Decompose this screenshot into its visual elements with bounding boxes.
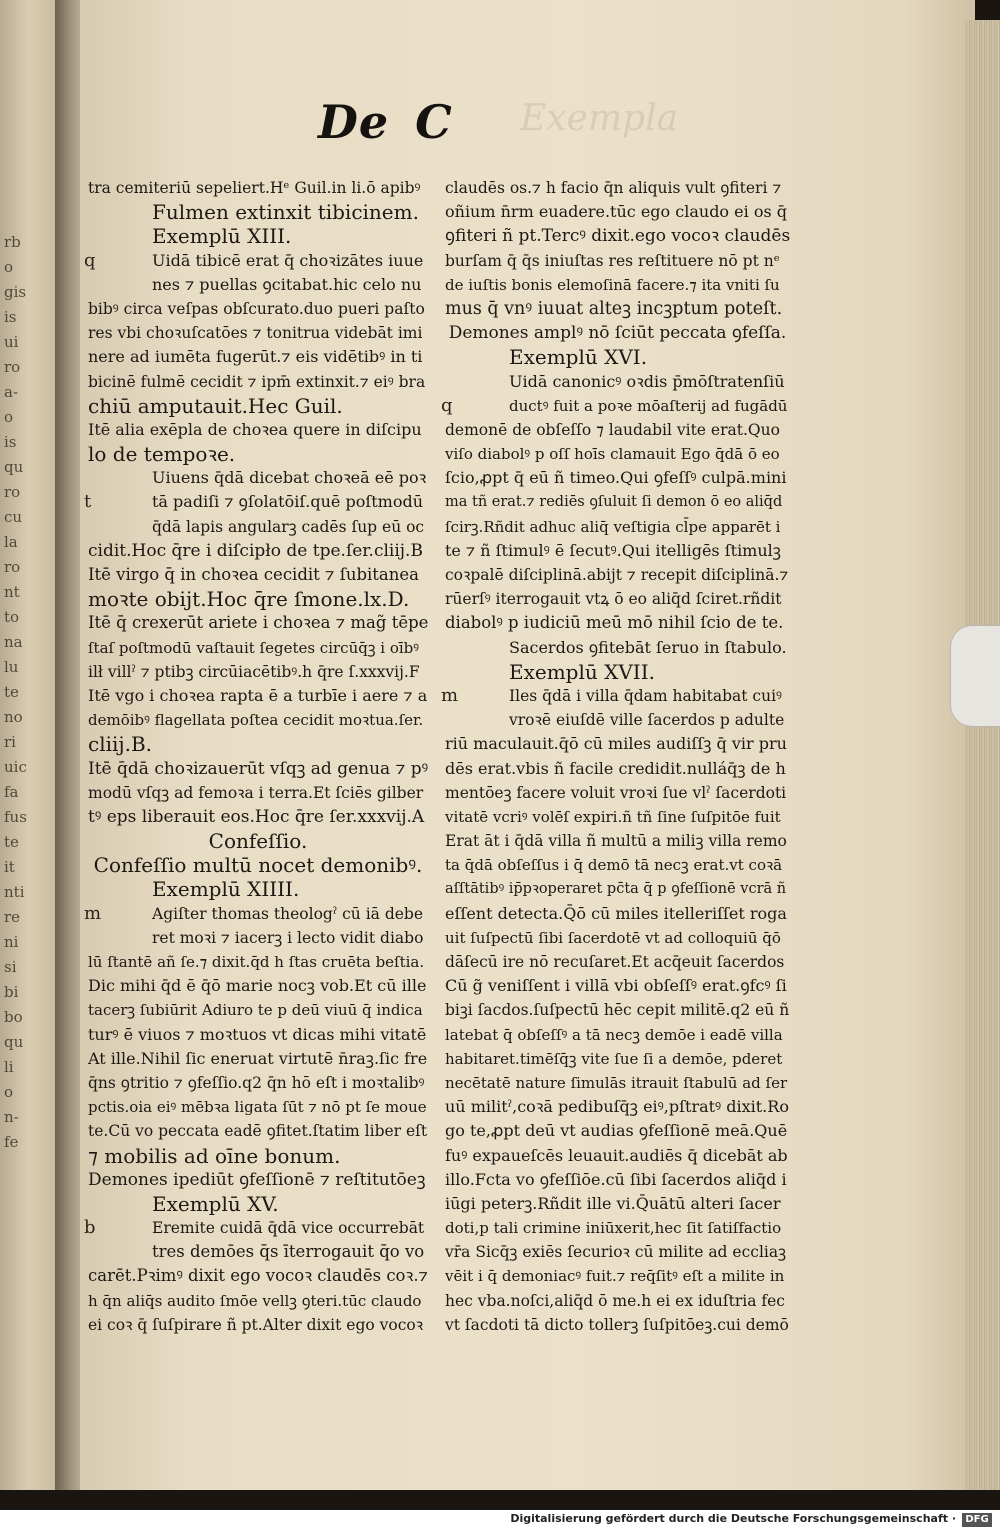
text-line <box>441 394 790 418</box>
text-line <box>445 515 790 539</box>
text-line <box>445 466 790 490</box>
text-line <box>445 490 790 514</box>
text-line-content: bicinē fulmē cecidit ⁊ ipm̄ extinxit.⁊ eiꝰ bra <box>88 372 426 391</box>
text-line <box>445 1216 790 1240</box>
text-line <box>88 273 428 297</box>
text-line-content: Cū g̃ veniſſent i villā vbi obſeſſꝰ erat.ꝯfcꝰ ſi <box>445 976 787 996</box>
text-line-content: eſſent detecta.Q̄ō cū miles itelleriſſet roga <box>445 903 787 923</box>
text-line <box>445 636 790 660</box>
text-line <box>88 781 428 805</box>
text-line-content: lo de tempoꝛe. <box>88 442 236 467</box>
text-line-content: tres demōes q̄s īterrogauit q̄o vo <box>152 1242 425 1262</box>
text-line <box>88 418 428 442</box>
text-line <box>88 636 428 660</box>
text-line <box>88 684 428 708</box>
text-line-content: h q̄n aliq̄s audito ſmōe vellꝫ ꝯteri.tūc claudo <box>88 1291 422 1310</box>
text-line-content: carēt.Pꝛimꝰ dixit ego vocoꝛ claudēs coꝛ.⁊ <box>88 1266 428 1286</box>
text-line-content: ꝯfiteri ñ pt.Tercꝰ dixit.ego vocoꝛ claudēs <box>445 226 791 247</box>
text-line-content: go te,ꝓpt deū vt audias ꝯfeſſionē meā.Quē <box>445 1121 788 1141</box>
text-line-content: Fulmen extinxit tibicinem. <box>152 200 419 225</box>
text-line-content: burſam q̄ q̄s iniuſtas res reſtituere nō pt nᵉ <box>445 251 780 270</box>
text-line <box>445 249 790 273</box>
text-line-content: vt ſacdoti tā dicto tollerꝫ ſuſpitōeꝫ.cui demō <box>445 1315 789 1334</box>
text-line-content: Uiuens q̄dā dicebat choꝛeā eē poꝛ <box>152 468 427 488</box>
text-line <box>88 563 428 587</box>
text-line-content: oñium n̄rm euadere.tūc ego claudo ei os q̄ <box>445 202 787 222</box>
text-line-content: iūgi peterꝫ.Rñdit ille vi.Q̄uātū alteri ſacer <box>445 1193 781 1213</box>
text-line <box>88 1071 428 1095</box>
text-line <box>88 224 428 248</box>
text-line <box>88 1168 428 1192</box>
text-line <box>88 660 428 684</box>
text-line-content: pctis.oia eiꝰ mēbꝛa ligata ſūt ⁊ nō pt ſe moue <box>88 1098 427 1117</box>
text-line <box>88 176 428 200</box>
text-line-content: vitatē vcriꝰ volēſ expiri.ñ tñ ſine ſuſpitōe fuit <box>445 807 781 826</box>
text-line <box>88 611 428 635</box>
text-line-content: te ⁊ ñ ſtimulꝰ ē ſecutꝰ.Qui itelligēs ſtimulꝫ <box>445 540 781 560</box>
text-line <box>88 950 428 974</box>
text-line-content: chiū amputauit.Hec Guil. <box>88 393 343 418</box>
text-line-content: Erat āt i q̄dā villa ñ multū a miliꝫ villa remo <box>445 832 787 851</box>
text-line <box>88 1144 428 1168</box>
text-line <box>84 490 428 514</box>
text-line <box>445 1168 790 1192</box>
running-head-letter: C <box>415 95 453 149</box>
text-line-content: Agiſter thomas theologˀ cū iā debe <box>152 904 424 923</box>
text-line <box>445 1240 790 1264</box>
text-line-content: q̄ns ꝯtritio ⁊ ꝯfeſſio.q2 q̄n hō eſt i moꝛtalibꝰ <box>88 1073 425 1092</box>
initial-guide-letter: m <box>441 684 459 706</box>
text-line-content: habitaret.timēſq̄ꝫ vite ſue ſi a demōe, pderet <box>445 1049 783 1068</box>
text-line-content: tra cemiteriū sepeliert.Hᵉ Guil.in li.ō apibꝰ <box>88 179 421 197</box>
text-line <box>445 418 790 442</box>
text-line <box>88 1264 428 1288</box>
text-line <box>88 200 428 224</box>
text-line-content: latebat q̄ obſeſſꝰ a tā necꝫ demōe i eadē villa <box>445 1025 783 1044</box>
text-line-content: turꝰ ē viuos ⁊ moꝛtuos vt dicas mihi vitatē <box>88 1024 427 1044</box>
text-line-content: diabolꝰ p iudiciū meū mō nihil ſcio de te. <box>445 613 784 633</box>
text-line <box>445 345 790 369</box>
text-line-content: Itē alia exēpla de choꝛea quere in diſcipu <box>88 419 422 439</box>
text-line <box>445 950 790 974</box>
text-line-content: ſtaſ poſtmodū vaſtauit ſegetes circūq̄ꝫ i oībꝰ <box>88 638 420 657</box>
text-line <box>445 563 790 587</box>
text-line <box>445 1071 790 1095</box>
text-line <box>445 926 790 950</box>
text-line <box>445 539 790 563</box>
text-line-content: Itē virgo q̄ in choꝛea cecidit ⁊ ſubitanea <box>88 565 420 584</box>
text-line-content: bibꝰ circa veſpas obſcurato.duo pueri paſto <box>88 299 425 318</box>
text-line <box>88 345 428 369</box>
text-line-content: Sacerdos ꝯfitebāt ſeruo in ſtabulo. <box>509 637 787 657</box>
text-line <box>88 877 428 901</box>
text-line <box>445 200 790 224</box>
text-line <box>88 1192 428 1216</box>
text-line <box>445 1289 790 1313</box>
running-head-word: De <box>318 95 390 149</box>
text-line-content: Uidā tibicē erat q̄ choꝛizātes iuue <box>152 250 424 270</box>
initial-guide-letter: m <box>84 902 102 924</box>
text-line-content: moꝛte obijt.Hoc q̄re ſmone.lx.D. <box>88 587 410 612</box>
page-fore-edge <box>965 20 1000 1490</box>
text-line <box>88 829 428 853</box>
text-line-content: fuꝰ expaueſcēs leuauit.audiēs q̄ dicebāt ab <box>445 1145 788 1165</box>
left-edge-text: rb o gis is ui ro a- o is qu ro cu la ro nt to na lu te no ri uic fa fus te it nti re ni si bi bo qu li o n- fe <box>4 233 27 1151</box>
text-line <box>445 732 790 756</box>
text-line <box>445 998 790 1022</box>
initial-guide-letter: q <box>84 249 96 271</box>
text-line <box>88 732 428 756</box>
text-line <box>445 321 790 345</box>
text-line-content: Demones ipediūt ꝯfeſſionē ⁊ reſtitutōeꝫ <box>88 1169 426 1190</box>
text-line <box>445 781 790 805</box>
text-line-content: At ille.Nihil ſic eneruat virtutē n̄raꝫ.ſic fre <box>88 1048 428 1068</box>
text-line-content: rūerſꝰ iterrogauit vtꝝ ō eo aliq̄d ſciret.rñdit <box>445 590 782 609</box>
text-line-content: Exemplū XVII. <box>509 659 655 684</box>
text-line-content: Eremite cuidā q̄dā vice occurrebāt <box>152 1219 425 1238</box>
text-line-content: Exemplū XV. <box>152 1191 279 1216</box>
text-line <box>84 1216 428 1240</box>
text-line <box>445 805 790 829</box>
text-line-content: Exemplū XIIII. <box>152 877 300 902</box>
text-line <box>445 176 790 200</box>
text-line <box>445 1119 790 1143</box>
text-line-content: q̄dā lapis angularꝫ cadēs ſup eū oc <box>152 517 425 536</box>
text-line-content: ductꝰ fuit a poꝛe mōaſterij ad fugādū <box>509 396 788 415</box>
text-line-content: tacerꝫ ſubiūrit Adiuro te p deū viuū q̄ indica <box>88 1001 423 1020</box>
text-line <box>88 539 428 563</box>
text-line-content: ſcio,ꝓpt q̄ eū ñ timeo.Qui ꝯfeſſꝰ culpā.mini <box>445 468 787 488</box>
text-line-content: demōibꝰ flagellata poſtea cecidit moꝛtua.ſer. <box>88 711 424 730</box>
text-line-content: Confeſſio. <box>208 829 308 854</box>
text-line <box>88 442 428 466</box>
text-line <box>445 587 790 611</box>
text-line-content: res vbi choꝛuſcatōes ⁊ tonitrua videbāt imi <box>88 324 423 343</box>
text-line <box>88 1095 428 1119</box>
text-line <box>445 877 790 901</box>
text-line-content: biꝫi ſacdos.ſuſpectū hēc cepit militē.q2 eū ñ <box>445 1001 790 1020</box>
text-line-content: modū vſqꝫ ad femoꝛa i terra.Et ſciēs gilber <box>88 783 424 802</box>
text-line-content: de iuſtis bonis elemoſinā facere.⁊ ita vniti ſu <box>445 275 780 294</box>
text-line <box>88 708 428 732</box>
text-line <box>88 370 428 394</box>
text-line <box>445 273 790 297</box>
text-line-content: illo.Fcta vo ꝯfeſſiōe.cū ſibi ſacerdos aliq̄d i <box>445 1169 787 1189</box>
text-line <box>88 926 428 950</box>
text-line-content: coꝛpalē diſciplinā.abijt ⁊ recepit diſciplinā.⁊ <box>445 566 789 584</box>
text-line <box>445 1313 790 1337</box>
text-line-content: Itē q̄ crexerūt ariete i choꝛea ⁊ mag̃ tēpe <box>88 613 429 633</box>
text-line <box>445 370 790 394</box>
text-line-content: mus q̄ vnꝰ iuuat alteꝫ incꝫptum poteſt. <box>445 298 783 319</box>
footer-credit-text: Digitalisierung gefördert durch die Deutsche Forschungsgemeinschaft · <box>510 1512 956 1525</box>
text-line <box>445 1047 790 1071</box>
text-line-content: hec vba.noſci,aliq̄d ō me.h ei ex iduſtria fec <box>445 1291 785 1310</box>
text-line-content: ta q̄dā obſeſſus i q̄ demō tā necꝫ erat.vt coꝛā <box>445 856 783 875</box>
dfg-logo: DFG <box>962 1513 992 1527</box>
initial-guide-letter: b <box>84 1217 96 1239</box>
text-line <box>88 1313 428 1337</box>
text-line-content: Demones amplꝰ nō ſciūt peccata ꝯfeſſa. <box>448 323 787 344</box>
text-line <box>88 321 428 345</box>
text-line <box>84 249 428 273</box>
text-line-content: dēs erat.vbis ñ facile credidit.nulláq̄ꝫ de h <box>445 758 786 778</box>
text-line <box>88 1047 428 1071</box>
text-line-content: vroꝛē eiuſdē ville ſacerdos p adulte <box>509 711 785 730</box>
text-line-content: dāſecū ire nō recuſaret.Et acq̄euit ſacerdos <box>445 953 785 971</box>
text-line-content: nere ad iumēta fugerūt.⁊ eis vidētibꝰ in ti <box>88 347 423 367</box>
text-line-content: ⁊ mobilis ad oīne bonum. <box>88 1143 341 1168</box>
text-line-content: Iles q̄dā i villa q̄dam habitabat cuiꝰ <box>509 686 782 705</box>
text-line-content: demonē de obſeſſo ⁊ laudabil vite erat.Quo <box>445 420 780 439</box>
text-line-content: viſo diabolꝰ p oſſ hoīs clamauit Ego q̄dā ō eo <box>445 445 780 464</box>
text-line-content: Confeſſio multū nocet demonibꝰ. <box>93 853 423 878</box>
text-line-content: necētatē nature ſimulās itrauit ſtabulū ad ſer <box>445 1073 788 1092</box>
text-line-content: te.Cū vo peccata eadē ꝯfitet.ſtatim liber eſt <box>88 1122 428 1141</box>
text-line-content: lū ſtantē añ ſe.⁊ dixit.q̄d h ſtas cruēta beſtia. <box>88 953 425 971</box>
text-line-content: riū maculauit.q̄ō cū miles audiſſꝫ q̄ vir pru <box>445 734 787 754</box>
text-line <box>88 974 428 998</box>
text-line <box>445 853 790 877</box>
text-line <box>445 974 790 998</box>
text-line-content: doti,p tali crimine iniūxerit,hec ſit ſatiſfactio <box>445 1219 782 1238</box>
bookmark-tab <box>950 625 1000 727</box>
text-line-content: mentōeꝫ facere voluit vroꝛi ſue vlˀ ſacerdoti <box>445 783 787 802</box>
text-line-content: claudēs os.⁊ h facio q̄n aliquis vult ꝯfiteri ⁊ <box>445 179 782 197</box>
left-text-column <box>84 176 429 1337</box>
right-text-column <box>441 176 791 1337</box>
text-line-content: cidit.Hoc q̄re i diſcipło de tpe.ſer.cliij.B <box>88 540 423 561</box>
text-line-content: vēit i q̄ demoniacꝰ fuit.⁊ req̄ſitꝰ eſt a milite in <box>445 1267 785 1286</box>
text-line <box>445 1192 790 1216</box>
text-line-content: tꝰ eps liberauit eos.Hoc q̄re ſer.xxxvij.A <box>88 806 425 827</box>
text-line-content: ma tñ erat.⁊ rediēs ꝯſuluit ſi demon ō eo aliq̄d <box>445 494 783 511</box>
text-line-content: tā padiſi ⁊ ꝯſolatōiſ.quē poſtmodū <box>152 492 424 512</box>
text-line <box>88 297 428 321</box>
text-line <box>445 1264 790 1288</box>
text-line-content: Exemplū XVI. <box>509 345 648 370</box>
text-line <box>441 684 790 708</box>
text-line-content: Dic mihi q̄d ē q̄ō marie nocꝫ vob.Et cū ille <box>88 976 427 996</box>
text-line <box>88 1240 428 1264</box>
text-line <box>445 1023 790 1047</box>
text-line-content: nes ⁊ puellas ꝯcitabat.hic celo nu <box>152 274 422 294</box>
text-line-content: Itē vgo i choꝛea rapta ē a turbīe i aere ⁊ a <box>88 685 428 705</box>
text-line <box>88 998 428 1022</box>
text-line <box>445 660 790 684</box>
text-line-content: aſſtātibꝰ ip̄pꝛoperaret pc̄ta q̄ p ꝯfeſſionē vcrā ñ <box>445 881 787 898</box>
text-line-content: ſcirꝫ.Rñdit adhuc aliq̄ veſtigia cl̄pe apparēt i <box>445 517 781 536</box>
text-line-content: cliij.B. <box>88 732 153 757</box>
text-line <box>445 1144 790 1168</box>
text-line-content: uū militˀ,coꝛā pedibuſq̄ꝫ eiꝰ,pſtratꝰ dixit.Ro <box>445 1097 789 1117</box>
text-line-content: Itē q̄dā choꝛizauerūt vſqꝫ ad genua ⁊ pꝰ <box>88 758 429 779</box>
text-line <box>445 442 790 466</box>
text-line <box>445 708 790 732</box>
text-line-content: Uidā canonicꝰ oꝛdis p̄mōſtratenſiū <box>509 371 785 391</box>
text-line <box>84 902 428 926</box>
text-line <box>445 902 790 926</box>
text-line <box>88 515 428 539</box>
ghost-bleedthrough-text: Exempla <box>520 98 679 139</box>
text-line <box>445 829 790 853</box>
text-line <box>88 805 428 829</box>
text-line-content: ret moꝛi ⁊ iacerꝫ i lecto vidit diabo <box>152 928 424 947</box>
text-line <box>88 466 428 490</box>
text-line <box>88 853 428 877</box>
text-line <box>445 297 790 321</box>
initial-guide-letter: q <box>441 394 453 416</box>
text-line <box>88 587 428 611</box>
text-line <box>88 1289 428 1313</box>
initial-guide-letter: t <box>84 491 92 513</box>
footer-bar <box>0 1510 1000 1530</box>
text-line-content: ilł villˀ ⁊ ptibꝫ circūiacētibꝰ.h q̄re ſ.xxxvij.F <box>88 662 420 681</box>
text-line <box>88 1119 428 1143</box>
text-line-content: ei coꝛ q̄ ſuſpirare ñ pt.Alter dixit ego vocoꝛ <box>88 1315 424 1334</box>
text-line-content: uit ſuſpectū ſibi ſacerdotē vt ad colloquiū q̄ō <box>445 928 781 947</box>
text-line <box>445 611 790 635</box>
text-line <box>88 394 428 418</box>
text-line <box>445 757 790 781</box>
text-line-content: Exemplū XIII. <box>152 224 292 249</box>
text-line <box>88 1023 428 1047</box>
text-line <box>88 757 428 781</box>
text-line <box>445 224 790 248</box>
text-line-content: vr̄a Sicq̄ꝫ exiēs ſecurioꝛ cū milite ad eccliaꝫ <box>445 1243 787 1262</box>
text-line <box>445 1095 790 1119</box>
running-head <box>318 92 453 152</box>
